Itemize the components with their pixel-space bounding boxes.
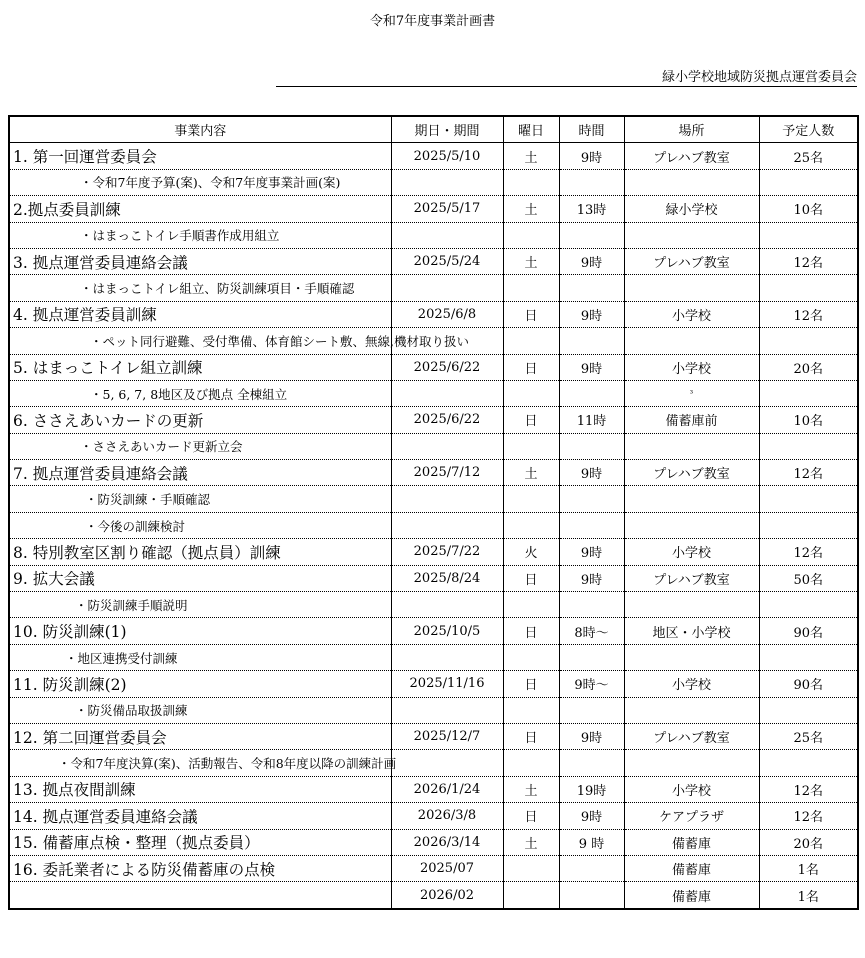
cell-place: 備蓄庫前 [624, 407, 759, 433]
cell-place: 備蓄庫 [624, 829, 759, 855]
cell-people: 12名 [759, 301, 858, 327]
cell-place: 緑小学校 [624, 196, 759, 222]
cell-day: 土 [503, 829, 559, 855]
cell-people: 20名 [759, 829, 858, 855]
cell-place: 小学校 [624, 776, 759, 802]
cell-day: 日 [503, 803, 559, 829]
cell-people [759, 697, 858, 723]
cell-place [624, 433, 759, 459]
cell-day: 土 [503, 248, 559, 274]
cell-people: 90名 [759, 618, 858, 644]
cell-day: 日 [503, 671, 559, 697]
cell-people: 1名 [759, 855, 858, 881]
cell-date [391, 512, 503, 538]
table-header-row [9, 116, 858, 143]
cell-time: 9 時 [559, 829, 624, 855]
cell-date: 2025/5/24 [391, 248, 503, 274]
cell-description: ・5, 6, 7, 8地区及び拠点 全棟組立 [9, 380, 391, 406]
cell-day [503, 169, 559, 195]
cell-time [559, 512, 624, 538]
table-row [9, 196, 858, 222]
cell-date: 2026/3/8 [391, 803, 503, 829]
cell-time: 9時 [559, 565, 624, 591]
cell-time: 9時 [559, 248, 624, 274]
cell-date [391, 750, 503, 776]
cell-time [559, 380, 624, 406]
table-row [9, 776, 858, 802]
cell-day: 日 [503, 618, 559, 644]
table-subrow [9, 169, 858, 195]
organization-underline [276, 86, 857, 87]
cell-time [559, 750, 624, 776]
cell-date [391, 380, 503, 406]
cell-place: 地区・小学校 [624, 618, 759, 644]
cell-description: 1. 第一回運営委員会 [9, 143, 391, 169]
table-subrow [9, 275, 858, 301]
cell-place: ³ [624, 380, 759, 406]
table-row [9, 539, 858, 565]
cell-description: ・防災備品取扱訓練 [9, 697, 391, 723]
table-row [9, 803, 858, 829]
cell-day [503, 275, 559, 301]
cell-day [503, 750, 559, 776]
cell-people: 12名 [759, 776, 858, 802]
cell-day [503, 592, 559, 618]
cell-day: 土 [503, 196, 559, 222]
cell-description: 16. 委託業者による防災備蓄庫の点検 [9, 855, 391, 881]
cell-date: 2026/02 [391, 882, 503, 909]
cell-date [391, 275, 503, 301]
cell-time [559, 644, 624, 670]
cell-time [559, 169, 624, 195]
cell-people: 12名 [759, 539, 858, 565]
table-row [9, 301, 858, 327]
cell-time: 19時 [559, 776, 624, 802]
table-subrow [9, 750, 858, 776]
cell-time: 9時 [559, 143, 624, 169]
cell-day [503, 882, 559, 909]
cell-description: 5. はまっこトイレ組立訓練 [9, 354, 391, 380]
cell-time [559, 433, 624, 459]
cell-place [624, 697, 759, 723]
cell-date [391, 697, 503, 723]
table-subrow [9, 328, 858, 354]
cell-time: 9時～ [559, 671, 624, 697]
cell-date [391, 644, 503, 670]
cell-time: 8時～ [559, 618, 624, 644]
cell-time [559, 328, 624, 354]
cell-people: 20名 [759, 354, 858, 380]
cell-description: ・防災訓練・手順確認 [9, 486, 391, 512]
table-row [9, 882, 858, 909]
header-people: 予定人数 [759, 116, 858, 143]
cell-place: 小学校 [624, 671, 759, 697]
cell-place [624, 169, 759, 195]
cell-day: 日 [503, 723, 559, 749]
cell-time: 13時 [559, 196, 624, 222]
cell-day: 土 [503, 143, 559, 169]
cell-people [759, 380, 858, 406]
cell-people [759, 222, 858, 248]
cell-people: 50名 [759, 565, 858, 591]
table-subrow [9, 222, 858, 248]
cell-date: 2025/6/22 [391, 354, 503, 380]
cell-day: 土 [503, 460, 559, 486]
cell-people: 25名 [759, 723, 858, 749]
cell-place: 小学校 [624, 354, 759, 380]
cell-day [503, 380, 559, 406]
cell-day: 火 [503, 539, 559, 565]
cell-people: 1名 [759, 882, 858, 909]
cell-description: 4. 拠点運営委員訓練 [9, 301, 391, 327]
cell-place: プレハブ教室 [624, 460, 759, 486]
cell-description: 7. 拠点運営委員連絡会議 [9, 460, 391, 486]
cell-people: 90名 [759, 671, 858, 697]
cell-date [391, 592, 503, 618]
document-title: 令和7年度事業計画書 [369, 14, 496, 29]
cell-description: 15. 備蓄庫点検・整理（拠点委員） [9, 829, 391, 855]
cell-time [559, 855, 624, 881]
cell-description: 11. 防災訓練(2) [9, 671, 391, 697]
table-subrow [9, 592, 858, 618]
cell-day [503, 512, 559, 538]
cell-time [559, 882, 624, 909]
cell-time [559, 222, 624, 248]
header-time: 時間 [559, 116, 624, 143]
cell-time [559, 592, 624, 618]
cell-date: 2025/8/24 [391, 565, 503, 591]
cell-place: プレハブ教室 [624, 143, 759, 169]
cell-day [503, 644, 559, 670]
cell-day [503, 222, 559, 248]
header-description: 事業内容 [9, 116, 391, 143]
table-row [9, 248, 858, 274]
cell-people: 12名 [759, 460, 858, 486]
cell-day [503, 328, 559, 354]
cell-place: 備蓄庫 [624, 882, 759, 909]
cell-date: 2025/10/5 [391, 618, 503, 644]
cell-time: 11時 [559, 407, 624, 433]
cell-people [759, 592, 858, 618]
table-body [9, 143, 858, 909]
cell-people: 25名 [759, 143, 858, 169]
plan-table [8, 115, 859, 910]
table-subrow [9, 644, 858, 670]
cell-place: 小学校 [624, 301, 759, 327]
table-row [9, 723, 858, 749]
cell-description: ・地区連携受付訓練 [9, 644, 391, 670]
table-row [9, 671, 858, 697]
cell-date [391, 486, 503, 512]
cell-description: 2.拠点委員訓練 [9, 196, 391, 222]
cell-place [624, 512, 759, 538]
cell-place [624, 644, 759, 670]
cell-day: 日 [503, 301, 559, 327]
cell-people [759, 328, 858, 354]
cell-date: 2026/3/14 [391, 829, 503, 855]
cell-place [624, 750, 759, 776]
cell-description: 8. 特別教室区割り確認（拠点員）訓練 [9, 539, 391, 565]
table-row [9, 618, 858, 644]
table-row [9, 855, 858, 881]
cell-time: 9時 [559, 301, 624, 327]
cell-date: 2025/7/12 [391, 460, 503, 486]
cell-description [9, 882, 391, 909]
table-subrow [9, 380, 858, 406]
cell-day: 日 [503, 565, 559, 591]
cell-day [503, 855, 559, 881]
header-day: 曜日 [503, 116, 559, 143]
cell-day [503, 433, 559, 459]
cell-description: 3. 拠点運営委員連絡会議 [9, 248, 391, 274]
header-place: 場所 [624, 116, 759, 143]
cell-date: 2025/7/22 [391, 539, 503, 565]
cell-date: 2025/07 [391, 855, 503, 881]
cell-people [759, 750, 858, 776]
cell-description: 6. ささえあいカードの更新 [9, 407, 391, 433]
table-subrow [9, 512, 858, 538]
table-row [9, 460, 858, 486]
cell-time [559, 697, 624, 723]
cell-place: プレハブ教室 [624, 723, 759, 749]
cell-date: 2025/5/10 [391, 143, 503, 169]
cell-people [759, 486, 858, 512]
cell-people: 12名 [759, 248, 858, 274]
cell-place: 備蓄庫 [624, 855, 759, 881]
cell-place [624, 328, 759, 354]
table-row [9, 354, 858, 380]
header-date: 期日・期間 [391, 116, 503, 143]
cell-description: 14. 拠点運営委員連絡会議 [9, 803, 391, 829]
cell-description: 12. 第二回運営委員会 [9, 723, 391, 749]
cell-description: 9. 拡大会議 [9, 565, 391, 591]
organization-name: 緑小学校地域防災拠点運営委員会 [661, 70, 857, 85]
cell-people [759, 275, 858, 301]
cell-people: 12名 [759, 803, 858, 829]
cell-time: 9時 [559, 803, 624, 829]
table-subrow [9, 433, 858, 459]
cell-day [503, 697, 559, 723]
cell-day: 土 [503, 776, 559, 802]
cell-description: ・はまっこトイレ組立、防災訓練項目・手順確認 [9, 275, 391, 301]
cell-people [759, 433, 858, 459]
cell-time: 9時 [559, 539, 624, 565]
cell-description: ・令和7年度予算(案)、令和7年度事業計画(案) [9, 169, 391, 195]
cell-people: 10名 [759, 196, 858, 222]
cell-day: 日 [503, 407, 559, 433]
cell-date: 2025/12/7 [391, 723, 503, 749]
cell-date: 2025/6/22 [391, 407, 503, 433]
cell-description: ・防災訓練手順説明 [9, 592, 391, 618]
cell-date [391, 222, 503, 248]
cell-time [559, 486, 624, 512]
cell-description: ・今後の訓練検討 [9, 512, 391, 538]
cell-time: 9時 [559, 354, 624, 380]
cell-place: 小学校 [624, 539, 759, 565]
cell-place [624, 486, 759, 512]
cell-date: 2025/5/17 [391, 196, 503, 222]
cell-people [759, 644, 858, 670]
cell-date [391, 433, 503, 459]
cell-description: ・ペット同行避難、受付準備、体育館シート敷、無線,機材取り扱い [9, 328, 391, 354]
cell-place [624, 275, 759, 301]
cell-date: 2025/11/16 [391, 671, 503, 697]
cell-description: ・ささえあいカード更新立会 [9, 433, 391, 459]
cell-place: プレハブ教室 [624, 565, 759, 591]
table-row [9, 829, 858, 855]
cell-description: ・令和7年度決算(案)、活動報告、令和8年度以降の訓練計画 [9, 750, 391, 776]
table-row [9, 407, 858, 433]
cell-place: ケアプラザ [624, 803, 759, 829]
table-row [9, 565, 858, 591]
table-subrow [9, 697, 858, 723]
cell-description: 10. 防災訓練(1) [9, 618, 391, 644]
cell-time: 9時 [559, 723, 624, 749]
cell-description: ・はまっこトイレ手順書作成用組立 [9, 222, 391, 248]
table-row [9, 143, 858, 169]
cell-day [503, 486, 559, 512]
cell-people [759, 512, 858, 538]
table-subrow [9, 486, 858, 512]
cell-day: 日 [503, 354, 559, 380]
cell-description: 13. 拠点夜間訓練 [9, 776, 391, 802]
cell-date [391, 169, 503, 195]
cell-people: 10名 [759, 407, 858, 433]
cell-time [559, 275, 624, 301]
cell-date: 2025/6/8 [391, 301, 503, 327]
cell-people [759, 169, 858, 195]
cell-place: プレハブ教室 [624, 248, 759, 274]
cell-place [624, 222, 759, 248]
cell-place [624, 592, 759, 618]
cell-time: 9時 [559, 460, 624, 486]
cell-date: 2026/1/24 [391, 776, 503, 802]
